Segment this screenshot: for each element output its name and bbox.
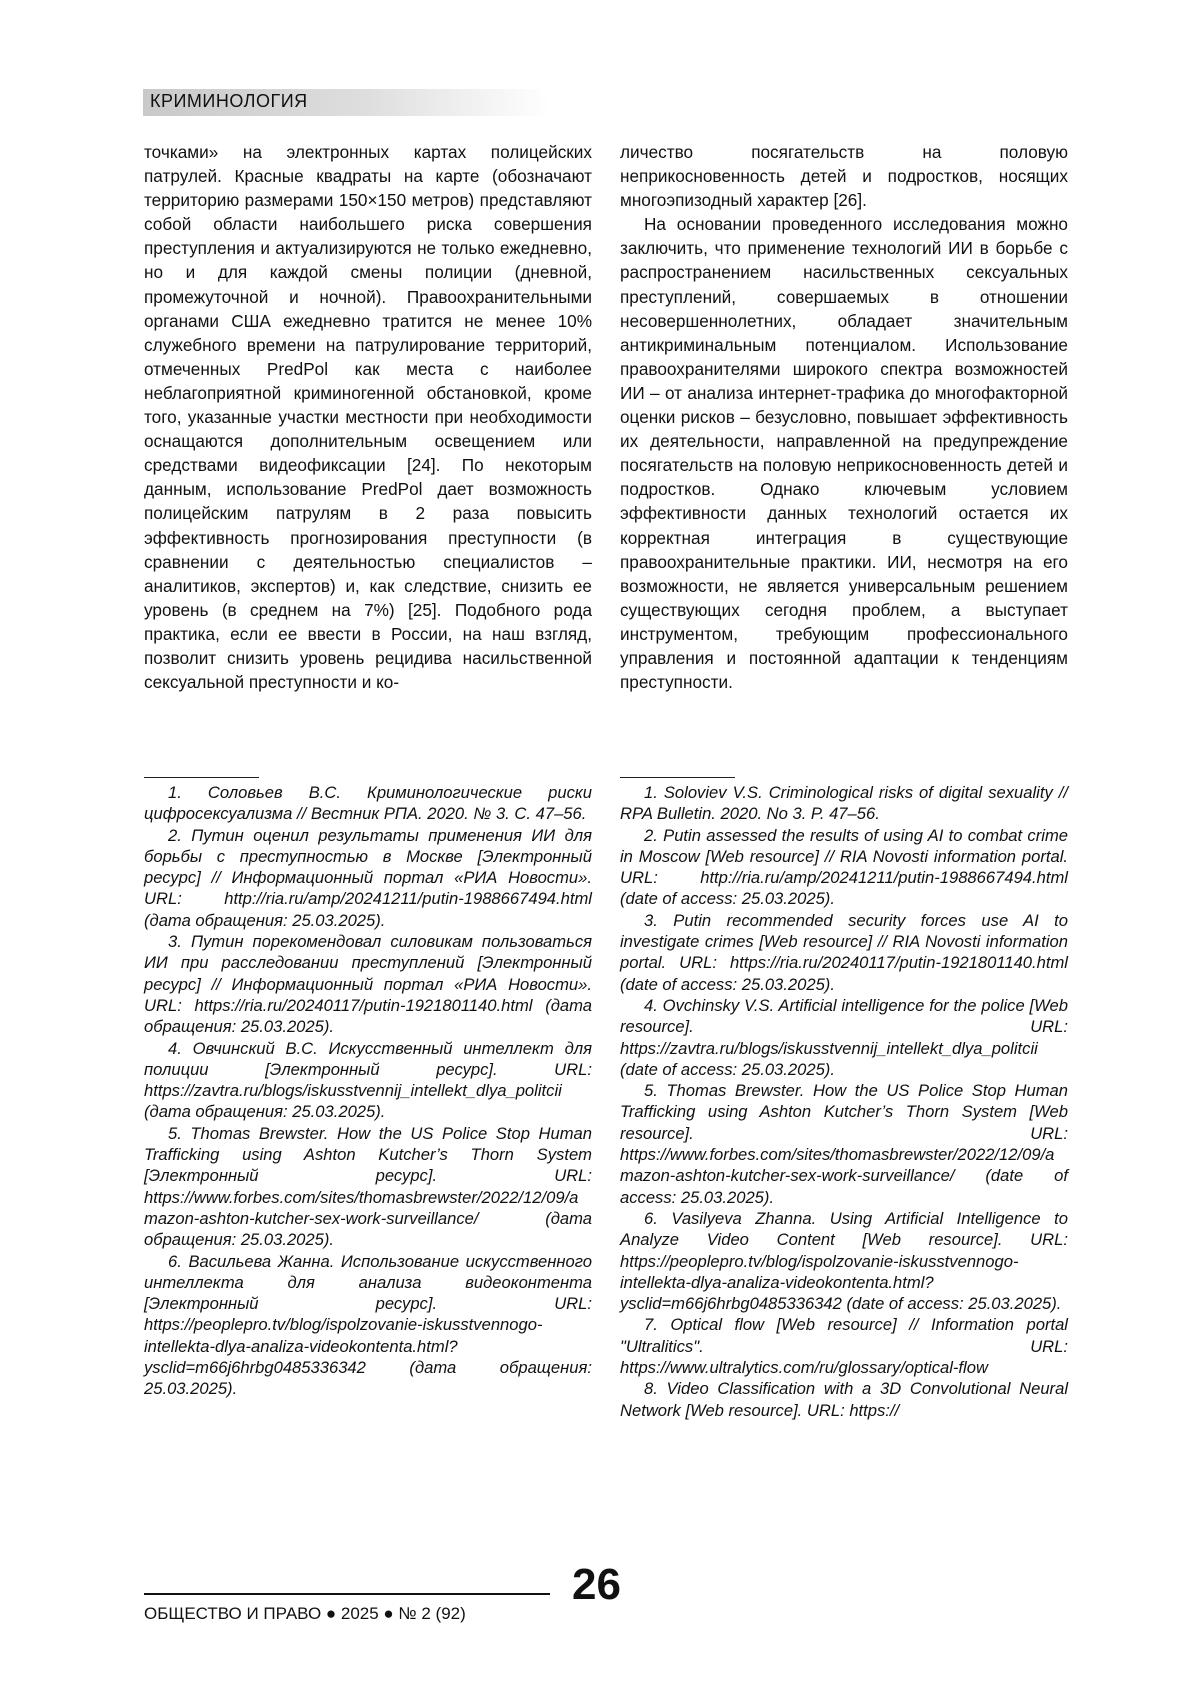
- footnotes-russian: [144, 782, 592, 1400]
- footnote: 2. Путин оценил результаты применения ИИ для борьбы с преступностью в Москве [Электронный ресурс] // Информационный портал «РИА Новости». URL: http://ria.ru/amp/20241211/putin-1988667494.html (дата обращения: 25.03.2025).: [144, 825, 592, 930]
- footnote: 5. Thomas Brewster. How the US Police Stop Human Trafficking using Ashton Kutcher’s Thorn System [Электронный ресурс]. URL: https://www.forbes.com/sites/thomasbrewster/2022/12/09/amazon-ashton-kutcher-sex-work-surveillance/ (дата обращения: 25.03.2025).: [144, 1123, 592, 1250]
- body-paragraph: На основании проведенного исследования можно заключить, что применение технологий ИИ в борьбе с распространением насильственных сексуальных преступлений, совершаемых в отношении несовершеннолетних, обладает значительным антикриминальным потенциалом. Использование правоохранителями широкого спектра возможностей ИИ – от анализа интернет-трафика до многофакторной оценки рисков – безусловно, повышает эффективность их деятельности, направленной на предупреждение посягательств на половую неприкосновенность детей и подростков. Однако ключевым условием эффективности данных технологий остается их корректная интеграция в существующие правоохранительные практики. ИИ, несмотря на его возможности, не является универсальным решением существующих сегодня проблем, а выступает инструментом, требующим профессионального управления и постоянной адаптации к тенденциям преступности.: [620, 214, 1068, 693]
- footnote: 5. Thomas Brewster. How the US Police Stop Human Trafficking using Ashton Kutcher’s Thorn System [Web resource]. URL: https://www.forbes.com/sites/thomasbrewster/2022/12/09/amazon-ashton-kutcher-sex-work-surveillance/ (date of access: 25.03.2025).: [620, 1081, 1068, 1207]
- footnote-separator-left: [144, 777, 259, 778]
- footer-rule: [144, 1593, 550, 1595]
- body-column-right: [620, 140, 1068, 694]
- footnote: 4. Ovchinsky V.S. Artificial intelligence for the police [Web resource]. URL: https://zavtra.ru/blogs/iskusstvennij_intellekt_dlya_politcii (date of access: 25.03.2025).: [620, 995, 1068, 1079]
- footnote: 1. Soloviev V.S. Criminological risks of digital sexuality // RPA Bulletin. 2020. No 3. P. 47–56.: [620, 783, 1068, 824]
- footnote: 8. Video Classification with a 3D Convolutional Neural Network [Web resource]. URL: https://: [620, 1379, 1068, 1420]
- footnote: 4. Овчинский В.С. Искусственный интеллект для полиции [Электронный ресурс]. URL: https://zavtra.ru/blogs/iskusstvennij_intellekt_dlya_politcii (дата обращения: 25.03.2025).: [144, 1038, 592, 1122]
- page-number: 26: [572, 1560, 621, 1609]
- body-paragraph: точками» на электронных картах полицейских патрулей. Красные квадраты на карте (обозначают территорию размерами 150×150 метров) представляют собой области наибольшего риска совершения преступления и актуализируются не только ежедневно, но и для каждой смены полиции (дневной, промежуточной и ночной). Правоохранительными органами США ежедневно тратится не менее 10% служебного времени на патрулирование территорий, отмеченных PredPol как места с наиболее неблагоприятной криминогенной обстановкой, кроме того, указанные участки местности при необходимости оснащаются дополнительным освещением или средствами видеофиксации [24]. По некоторым данным, использование PredPol дает возможность полицейским патрулям в 2 раза повысить эффективность прогнозирования преступности (в сравнении с деятельностью специалистов – аналитиков, экспертов) и, как следствие, снизить ее уровень (в среднем на 7%) [25]. Подобного рода практика, если ее ввести в России, на наш взгляд, позволит снизить уровень рецидива насильственной сексуальной преступности и ко-: [144, 142, 592, 693]
- body-paragraph: личество посягательств на половую неприкосновенность детей и подростков, носящих многоэпизодный характер [26].: [620, 142, 1068, 211]
- journal-footer: ОБЩЕСТВО И ПРАВО ● 2025 ● № 2 (92): [144, 1604, 466, 1623]
- footnote: 6. Vasilyeva Zhanna. Using Artificial Intelligence to Analyze Video Content [Web resource]. URL: https://peoplepro.tv/blog/ispolzovanie-iskusstvennogo-intellekta-dlya-analiza-videokontenta.html?ysclid=m66j6hrbg0485336342 (date of access: 25.03.2025).: [620, 1208, 1068, 1314]
- section-header: КРИМИНОЛОГИЯ: [150, 91, 308, 111]
- footnote: 3. Putin recommended security forces use AI to investigate crimes [Web resource] // RIA Novosti information portal. URL: https://ria.ru/20240117/putin-1921801140.html (date of access: 25.03.2025).: [620, 910, 1068, 994]
- footnote: 2. Putin assessed the results of using AI to combat crime in Moscow [Web resource] // RIA Novosti information portal. URL: http://ria.ru/amp/20241211/putin-1988667494.html (date of access: 25.03.2025).: [620, 825, 1068, 909]
- footnote: 1. Соловьев В.С. Криминологические риски цифросексуализма // Вестник РПА. 2020. № 3. С. 47–56.: [144, 783, 592, 824]
- footnote: 6. Васильева Жанна. Использование искусственного интеллекта для анализа видеоконтента [Электронный ресурс]. URL: https://peoplepro.tv/blog/ispolzovanie-iskusstvennogo-intellekta-dlya-analiza-videokontenta.html?ysclid=m66j6hrbg0485336342 (дата обращения: 25.03.2025).: [144, 1251, 592, 1399]
- footnote: 7. Optical flow [Web resource] // Information portal "Ultralitics". URL: https://www.ultralytics.com/ru/glossary/optical-flow: [620, 1315, 1068, 1378]
- footnote: 3. Путин порекомендовал силовикам пользоваться ИИ при расследовании преступлений [Электронный ресурс] // Информационный портал «РИА Новости». URL: https://ria.ru/20240117/putin-1921801140.html (дата обращения: 25.03.2025).: [144, 932, 592, 1037]
- footnotes-english: [620, 782, 1068, 1421]
- body-column-left: [144, 140, 592, 694]
- footnote-separator-right: [620, 777, 735, 778]
